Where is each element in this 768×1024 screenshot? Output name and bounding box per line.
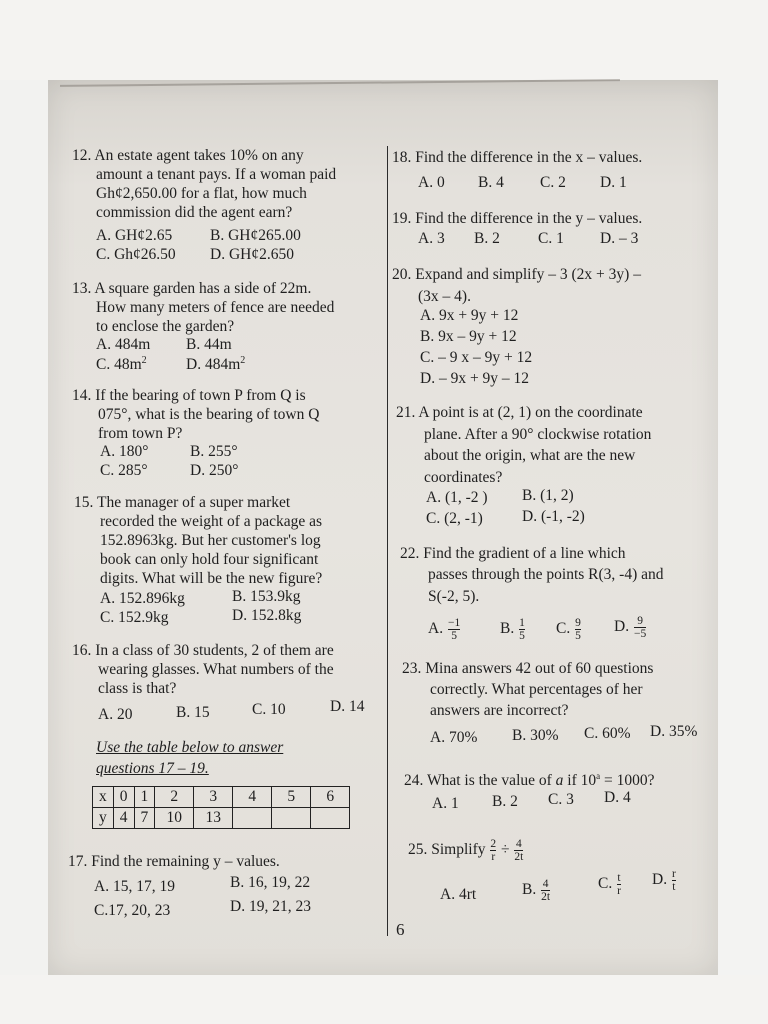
q14-option-c: C. 285° bbox=[100, 462, 148, 479]
q22-option-c: C. $\frac{9}{5}$ bbox=[556, 617, 581, 642]
q12-option-c: C. Gh¢26.50 bbox=[96, 246, 176, 263]
q16-option-b: B. 15 bbox=[176, 704, 210, 721]
table-cell: 3 bbox=[194, 787, 233, 808]
q17-option-b: B. 16, 19, 22 bbox=[230, 874, 311, 891]
q13-line-3: to enclose the garden? bbox=[96, 318, 235, 335]
table-cell: 6 bbox=[311, 787, 350, 808]
q13-line-2: How many meters of fence are needed bbox=[96, 299, 335, 316]
q25-option-d: D. $\frac{r}{t}$ bbox=[652, 868, 676, 893]
q18-option-d: D. 1 bbox=[600, 174, 627, 191]
q15-line-2: recorded the weight of a package as bbox=[100, 513, 323, 530]
q15-option-b: B. 153.9kg bbox=[232, 588, 301, 605]
q20-line-2: (3x – 4). bbox=[418, 288, 471, 305]
q16-line-3: class is that? bbox=[98, 680, 177, 697]
xy-table bbox=[92, 786, 350, 829]
q25-option-a: A. 4rt bbox=[440, 886, 477, 903]
q12-option-d: D. GH¢2.650 bbox=[210, 246, 294, 263]
table-row-x bbox=[93, 787, 350, 808]
q18-option-a: A. 0 bbox=[418, 174, 445, 191]
q17-option-d: D. 19, 21, 23 bbox=[230, 898, 311, 915]
q21-line-3: about the origin, what are the new bbox=[424, 447, 636, 464]
q12-option-b: B. GH¢265.00 bbox=[210, 227, 301, 244]
table-intro-line-1: Use the table below to answer bbox=[96, 739, 284, 756]
q15-option-a: A. 152.896kg bbox=[100, 590, 185, 607]
q22-option-b: B. $\frac{1}{5}$ bbox=[500, 617, 525, 642]
table-cell: 1 bbox=[134, 787, 155, 808]
q22-option-a: A. $\frac{-1}{5}$ bbox=[428, 617, 461, 642]
q23-option-b: B. 30% bbox=[512, 727, 559, 744]
q12-line-2: amount a tenant pays. If a woman paid bbox=[96, 166, 337, 183]
table-cell: 4 bbox=[113, 808, 134, 829]
q19-option-d: D. – 3 bbox=[600, 230, 639, 247]
q25-option-b: B. $\frac{4}{2t}$ bbox=[522, 878, 551, 903]
q21-option-b: B. (1, 2) bbox=[522, 487, 574, 504]
q20-option-d: D. – 9x + 9y – 12 bbox=[420, 370, 530, 387]
q14-line-2: 075°, what is the bearing of town Q bbox=[98, 406, 320, 423]
q20-option-b: B. 9x – 9y + 12 bbox=[420, 328, 517, 345]
q22-line-3: S(-2, 5). bbox=[428, 588, 480, 605]
table-cell: 2 bbox=[155, 787, 194, 808]
q22-line-2: passes through the points R(3, -4) and bbox=[428, 566, 664, 583]
q14-line-1: 14. If the bearing of town P from Q is bbox=[72, 387, 306, 404]
q14-option-d: D. 250° bbox=[190, 462, 239, 479]
q19-option-a: A. 3 bbox=[418, 230, 445, 247]
q16-option-a: A. 20 bbox=[98, 706, 133, 723]
q15-line-1: 15. The manager of a super market bbox=[74, 494, 291, 511]
q23-option-c: C. 60% bbox=[584, 725, 631, 742]
q23-line-1: 23. Mina answers 42 out of 60 questions bbox=[402, 660, 654, 677]
q23-option-d: D. 35% bbox=[650, 723, 698, 740]
q19-line-1: 19. Find the difference in the y – values. bbox=[392, 210, 643, 227]
q13-option-a: A. 484m bbox=[96, 336, 151, 353]
q23-option-a: A. 70% bbox=[430, 729, 478, 746]
q15-line-3: 152.8963kg. But her customer's log bbox=[100, 532, 321, 549]
q24-line-1: 24. What is the value of a if $10^a = 1000$? bbox=[404, 771, 655, 790]
q17-line-1: 17. Find the remaining y – values. bbox=[68, 853, 280, 870]
q20-option-c: C. – 9 x – 9y + 12 bbox=[420, 349, 533, 366]
q14-line-3: from town P? bbox=[98, 425, 183, 442]
q12-line-1: 12. An estate agent takes 10% on any bbox=[72, 147, 304, 164]
table-cell: 7 bbox=[134, 808, 155, 829]
q22-line-1: 22. Find the gradient of a line which bbox=[400, 545, 626, 562]
q21-line-4: coordinates? bbox=[424, 469, 503, 486]
column-divider bbox=[387, 146, 388, 936]
q18-line-1: 18. Find the difference in the x – values. bbox=[392, 149, 643, 166]
q21-option-c: C. (2, -1) bbox=[426, 510, 483, 527]
q13-option-c: C. $48m^2$ bbox=[96, 355, 147, 374]
background-right bbox=[718, 80, 768, 975]
table-cell: 5 bbox=[272, 787, 311, 808]
q19-option-c: C. 1 bbox=[538, 230, 564, 247]
background-top bbox=[0, 0, 768, 80]
q24-option-a: A. 1 bbox=[432, 795, 459, 812]
table-intro-line-2: questions 17 – 19. bbox=[96, 760, 209, 777]
q21-line-2: plane. After a 90° clockwise rotation bbox=[424, 426, 652, 443]
q16-line-1: 16. In a class of 30 students, 2 of them are bbox=[72, 642, 334, 659]
q16-option-c: C. 10 bbox=[252, 701, 286, 718]
table-cell bbox=[233, 808, 272, 829]
q20-line-1: 20. Expand and simplify – 3 (2x + 3y) – bbox=[392, 266, 641, 283]
q15-option-c: C. 152.9kg bbox=[100, 609, 169, 626]
q24-option-c: C. 3 bbox=[548, 791, 574, 808]
q24-option-d: D. 4 bbox=[604, 789, 631, 806]
page-number: 6 bbox=[396, 920, 405, 939]
table-cell bbox=[272, 808, 311, 829]
q23-line-2: correctly. What percentages of her bbox=[430, 681, 643, 698]
q24-option-b: B. 2 bbox=[492, 793, 518, 810]
q16-option-d: D. 14 bbox=[330, 698, 365, 715]
q23-line-3: answers are incorrect? bbox=[430, 702, 569, 719]
q15-option-d: D. 152.8kg bbox=[232, 607, 302, 624]
table-cell: 13 bbox=[194, 808, 233, 829]
q21-option-a: A. (1, -2 ) bbox=[426, 489, 488, 506]
q12-line-4: commission did the agent earn? bbox=[96, 204, 293, 221]
background-left bbox=[0, 80, 48, 975]
table-row-y bbox=[93, 808, 350, 829]
q21-option-d: D. (-1, -2) bbox=[522, 508, 585, 525]
table-cell: y bbox=[93, 808, 114, 829]
q12-option-a: A. GH¢2.65 bbox=[96, 227, 173, 244]
q14-option-b: B. 255° bbox=[190, 443, 238, 460]
q15-line-4: book can only hold four significant bbox=[100, 551, 319, 568]
table-cell: x bbox=[93, 787, 114, 808]
q13-line-1: 13. A square garden has a side of 22m. bbox=[72, 280, 312, 297]
q13-option-d: D. $484m^2$ bbox=[186, 355, 246, 374]
q20-option-a: A. 9x + 9y + 12 bbox=[420, 307, 519, 324]
q17-option-a: A. 15, 17, 19 bbox=[94, 878, 175, 895]
q15-line-5: digits. What will be the new figure? bbox=[100, 570, 323, 587]
background-bottom bbox=[0, 975, 768, 1024]
q18-option-c: C. 2 bbox=[540, 174, 566, 191]
table-cell: 4 bbox=[233, 787, 272, 808]
q22-option-d: D. $\frac{9}{-5}$ bbox=[614, 615, 647, 640]
q19-option-b: B. 2 bbox=[474, 230, 500, 247]
table-cell: 0 bbox=[113, 787, 134, 808]
q21-line-1: 21. A point is at (2, 1) on the coordinate bbox=[396, 404, 643, 421]
table-cell: 10 bbox=[155, 808, 194, 829]
table-cell bbox=[311, 808, 350, 829]
q16-line-2: wearing glasses. What numbers of the bbox=[98, 661, 334, 678]
q25-option-c: C. $\frac{t}{r}$ bbox=[598, 872, 621, 897]
q13-option-b: B. 44m bbox=[186, 336, 232, 353]
q14-option-a: A. 180° bbox=[100, 443, 149, 460]
q12-line-3: Gh¢2,650.00 for a flat, how much bbox=[96, 185, 307, 202]
q18-option-b: B. 4 bbox=[478, 174, 504, 191]
q25-line-1: 25. Simplify $\frac{2}{r}$ ÷ $\frac{4}{2t}$ bbox=[408, 837, 524, 863]
q17-option-c: C.17, 20, 23 bbox=[94, 902, 171, 919]
